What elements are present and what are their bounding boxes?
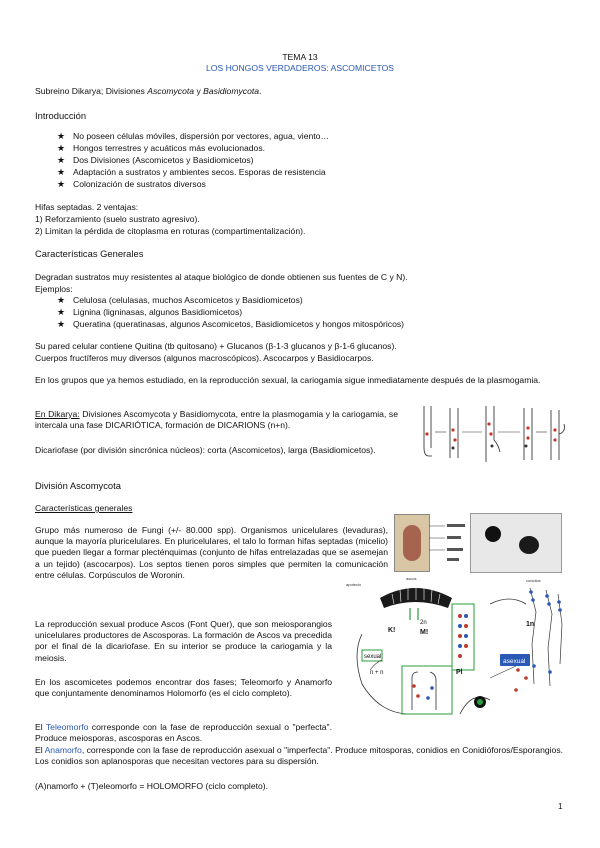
star-bullet-icon: ★ — [57, 131, 66, 141]
ascos-label: ascos — [406, 576, 417, 581]
haploid-label: 1n — [526, 621, 535, 628]
conidios-label: conidios — [526, 578, 541, 583]
subreino-line: Subreino Dikarya; Divisiones Ascomycota y Basidiomycota. — [35, 86, 262, 96]
plasmogamy-label: Pl — [456, 669, 463, 676]
caract-bullet: Queratina (queratinasas, algunos Ascomicetos, Basidiomicetos y hongos mitospóricos) — [73, 319, 405, 329]
hifas-line: Hifas septadas. 2 ventajas: — [35, 202, 139, 212]
pared-line: Su pared celular contiene Quitina (tb quitosano) + Glucanos (β-1-3 glucanos y β-1-6 glucanos). — [35, 341, 397, 351]
star-bullet-icon: ★ — [57, 319, 66, 329]
tema-number: TEMA 13 — [282, 52, 318, 62]
micrograph-annotation-lines — [429, 516, 469, 568]
ascomycota-paragraph-1: Grupo más numeroso de Fungi (+/- 80.000 spp). Organismos unicelulares (levaduras), aunque la mayoría pluricelulares. En pluricelulares, el talo lo forman hifas septadas (micelio) que pueden llegar a formar plecténquimas (conjunto de hifas entrelazadas que se asemejan a un tejido) (ascocarpos). Los septos tienen poros simples que permiten la comunicación entre células. Corpúsculos de Woronin. — [35, 525, 388, 580]
caract-bullet: Lignina (ligninasas, algunos Basidiomicetos) — [73, 307, 243, 317]
caract-line: Ejemplos: — [35, 284, 73, 294]
dikaryon-formation-figure — [418, 400, 568, 468]
page-number: 1 — [558, 802, 563, 811]
star-bullet-icon: ★ — [57, 179, 66, 189]
dicariofase-paragraph: Dicariofase (por división sincrónica núcleos): corta (Ascomicetos), larga (Basidiomicetos). — [35, 445, 376, 455]
karyogamy-label: K! — [388, 627, 396, 634]
cuerpos-line: Cuerpos fructíferos muy diversos (algunos macroscópicos). Ascocarpos y Basidiocarpos. — [35, 353, 374, 363]
ascus-box — [452, 604, 474, 670]
dark-sphere — [519, 536, 539, 554]
dikaryon-label: n + n — [370, 670, 384, 676]
caract-bullet: Celulosa (celulasas, muchos Ascomicetos y Basidiomicetos) — [73, 295, 303, 305]
holomorfo-formula: (A)namorfo + (T)eleomorfo = HOLOMORFO (ciclo completo). — [35, 781, 269, 791]
cariogamia-paragraph: En los grupos que ya hemos estudiado, en la reproducción sexual, la cariogamia sigue inmediatamente después de la plasmogamia. — [35, 375, 541, 385]
meiosis-label: M! — [420, 629, 429, 636]
caract-line: Degradan sustratos muy resistentes al ataque biológico de donde obtienen sus fuentes de C y N). — [35, 272, 408, 282]
apothecium — [380, 587, 452, 620]
hifas-line: 1) Reforzamiento (suelo sustrato agresivo). — [35, 214, 200, 224]
page-title: LOS HONGOS VERDADEROS: ASCOMICETOS — [206, 63, 394, 73]
intro-bullet: Colonización de sustratos diversos — [73, 179, 206, 189]
division-subheading: Características generales — [35, 503, 133, 513]
star-bullet-icon: ★ — [57, 155, 66, 165]
ascocarp-body — [403, 525, 421, 561]
sexual-label: sexual — [364, 654, 382, 660]
ascomycota-paragraph-3: En los ascomicetes podemos encontrar dos fases; Teleomorfo y Anamorfo que conjuntamente denominamos Holomorfo (es el ciclo completo). — [35, 677, 332, 699]
intro-bullet: Hongos terrestres y acuáticos más evolucionados. — [73, 143, 266, 153]
star-bullet-icon: ★ — [57, 143, 66, 153]
division-heading: División Ascomycota — [35, 480, 121, 491]
teleomorfo-paragraph: El Teleomorfo corresponde con la fase de reproducción sexual o "perfecta". Produce meiosporas, ascosporas en Ascos. — [35, 722, 332, 744]
anamorfo-paragraph: El Anamorfo, corresponde con la fase de reproducción asexual o "imperfecta". Produce mitosporas, conidios en Conidióforos/Esporangios. Los conidios son aplanosporas que necesitan vectores para su dispersión. — [35, 745, 563, 767]
diploid-label: 2n — [420, 620, 427, 626]
ascomycota-paragraph-2: La reproducción sexual produce Ascos (Font Quer), que son meiosporangios unicelulares productores de Ascosporas. La formación de Ascos va precedida por el final de la dicariofase. En su interior se produce la cariogamia y la meiosis. — [35, 619, 332, 663]
intro-heading: Introducción — [35, 110, 87, 121]
ascospore-micrograph — [470, 513, 562, 573]
star-bullet-icon: ★ — [57, 295, 66, 305]
ascomycota-life-cycle-diagram — [340, 574, 568, 724]
hifas-line: 2) Limitan la pérdida de citoplasma en roturas (compartimentalización). — [35, 226, 306, 236]
dark-sphere — [485, 526, 501, 542]
asexual-label: asexual — [503, 658, 526, 665]
apotecio-label: apotecio — [346, 582, 362, 587]
caract-heading: Características Generales — [35, 248, 144, 259]
dikarya-paragraph: En Dikarya: Divisiones Ascomycota y Basidiomycota, entre la plasmogamia y la cariogamia, se intercala una fase DICARIÓTICA, formación de DICARIONS (n+n). — [35, 409, 398, 431]
ascocarp-micrograph — [394, 514, 430, 572]
plasmogamy-box — [402, 666, 452, 714]
intro-bullet: Dos Divisiones (Ascomicetos y Basidiomicetos) — [73, 155, 254, 165]
star-bullet-icon: ★ — [57, 307, 66, 317]
intro-bullet: Adaptación a sustratos y ambientes secos. Esporas de resistencia — [73, 167, 326, 177]
intro-bullet: No poseen células móviles, dispersión por vectores, agua, viento… — [73, 131, 330, 141]
star-bullet-icon: ★ — [57, 167, 66, 177]
